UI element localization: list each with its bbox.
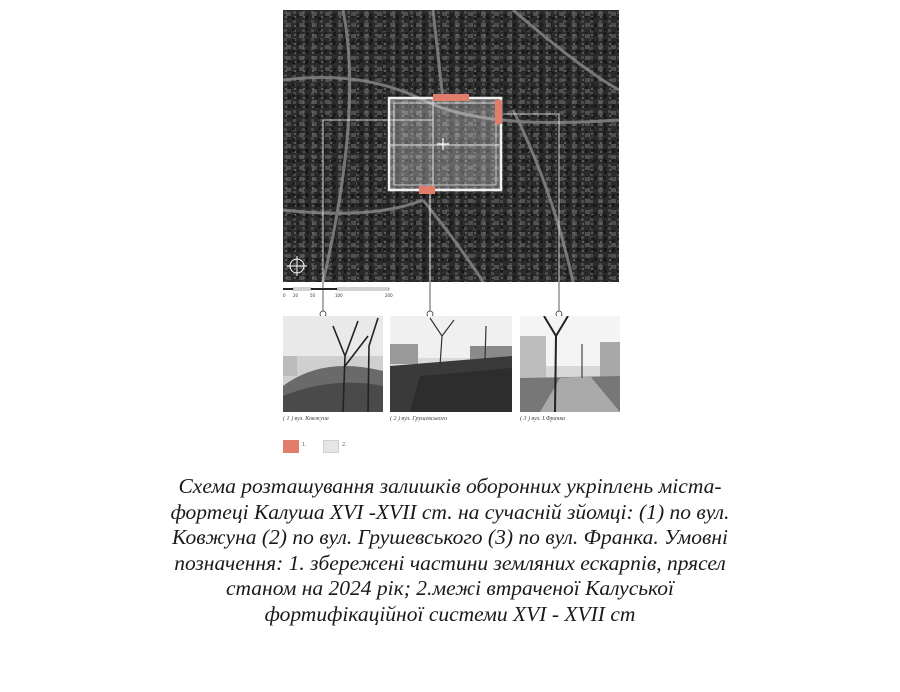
scale-tick: 200 — [385, 293, 393, 298]
caption-line: станом на 2024 рік; 2.межі втраченої Калуської — [225, 576, 675, 600]
legend-text-2: 2. — [342, 442, 347, 448]
figure-caption — [100, 474, 800, 627]
caption-line: фортеці Калуша XVI -XVII ст. на сучасній зйомці: (1) по вул. — [170, 499, 730, 524]
caption-line: Схема розташування залишків оборонних укріплень міста- — [178, 474, 722, 498]
photo-hrushevskoho — [390, 316, 512, 412]
scale-tick: 50 — [310, 293, 316, 298]
fragment-east — [495, 100, 502, 124]
legend-text-1: 1. — [302, 442, 307, 448]
photo-label-2: ( 2 ) вул. Грушевського — [390, 416, 448, 422]
caption-line: позначення: 1. збережені частини земляних ескарпів, прясел — [174, 550, 726, 575]
scale-tick: 100 — [335, 293, 343, 298]
photo-kovzhuna — [283, 316, 383, 412]
scale-tick: 20 — [293, 293, 299, 298]
fragment-south — [419, 186, 435, 194]
fragment-north — [433, 94, 469, 101]
photo-label-1: ( 1 ) вул. Ковжуна — [283, 416, 329, 422]
scale-tick: 0 — [283, 293, 286, 298]
legend-swatch-preserved — [283, 440, 299, 453]
photo-label-3: ( 3 ) вул. І.Франка — [520, 416, 566, 422]
caption-line: Ковжуна (2) по вул. Грушевського (3) по вул. Франка. Умовні — [172, 525, 728, 549]
caption-line: фортифікаційної системи XVI - XVII ст — [264, 601, 636, 626]
legend-swatch-lost-boundary — [323, 440, 339, 453]
aerial-map — [283, 10, 619, 282]
photo-franka — [520, 316, 620, 412]
